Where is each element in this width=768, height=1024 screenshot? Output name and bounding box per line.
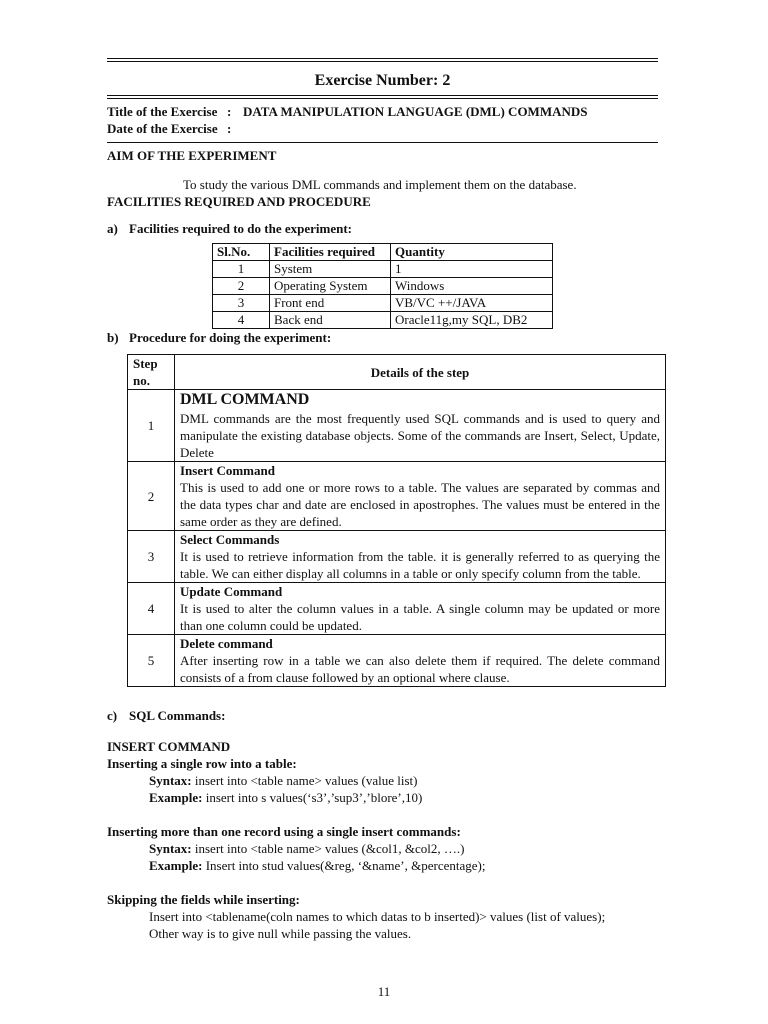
insert-section xyxy=(107,738,658,942)
cell-no: 3 xyxy=(213,295,270,312)
facilities-sub-text: Facilities required to do the experiment: xyxy=(129,221,353,236)
col-slno: Sl.No. xyxy=(213,244,270,261)
page-number: 11 xyxy=(377,984,391,999)
exercise-date-row xyxy=(107,120,658,137)
step-number: 5 xyxy=(128,635,175,687)
multi-syntax: insert into <table name> values (&col1, &col2, ….) xyxy=(191,841,465,856)
col-quantity: Quantity xyxy=(391,244,553,261)
step-text: This is used to add one or more rows to a table. The values are separated by commas and the data types char and date are enclosed in apostrophes. The values must be entered in the same order as they are defined. xyxy=(180,480,660,529)
multi-syntax-line xyxy=(149,840,658,857)
step-number: 4 xyxy=(128,583,175,635)
table-row xyxy=(213,261,553,278)
cell-facility: Back end xyxy=(270,312,391,329)
title-value: DATA MANIPULATION LANGUAGE (DML) COMMANDS xyxy=(243,104,588,119)
title-colon: : xyxy=(227,104,232,119)
header-double-rule xyxy=(107,95,658,99)
step-title: Select Commands xyxy=(180,532,280,547)
procedure-header-row xyxy=(128,355,666,390)
table-row xyxy=(213,295,553,312)
step-details xyxy=(175,462,666,531)
skip-line-2: Other way is to give null while passing the values. xyxy=(149,926,412,941)
procedure-subheading xyxy=(107,329,658,346)
sql-sub-letter: c) xyxy=(107,708,118,723)
procedure-sub-text: Procedure for doing the experiment: xyxy=(129,330,332,345)
cell-facility: Front end xyxy=(270,295,391,312)
cell-no: 4 xyxy=(213,312,270,329)
insert-command-heading: INSERT COMMAND xyxy=(107,739,231,754)
procedure-table xyxy=(127,354,666,687)
procedure-sub-letter: b) xyxy=(107,330,119,345)
step-details xyxy=(175,635,666,687)
exercise-title-row xyxy=(107,103,658,120)
cell-no: 2 xyxy=(213,278,270,295)
step-number: 3 xyxy=(128,531,175,583)
cell-quantity: VB/VC ++/JAVA xyxy=(391,295,553,312)
header-rule xyxy=(107,142,658,143)
exercise-number-heading: Exercise Number: 2 xyxy=(314,72,451,89)
table-row xyxy=(128,635,666,687)
spacer xyxy=(107,806,658,823)
table-row xyxy=(128,462,666,531)
step-title: Update Command xyxy=(180,584,283,599)
date-label: Date of the Exercise xyxy=(107,121,218,136)
col-details: Details of the step xyxy=(175,355,666,390)
col-step-line1: Step xyxy=(133,356,158,371)
aim-heading: AIM OF THE EXPERIMENT xyxy=(107,148,277,163)
multi-example-line xyxy=(149,857,658,874)
single-row-heading: Inserting a single row into a table: xyxy=(107,756,297,771)
spacer xyxy=(107,874,658,891)
skip-line-1: Insert into <tablename(coln names to which datas to b inserted)> values (list of values); xyxy=(149,909,606,924)
step-number: 1 xyxy=(128,390,175,462)
facilities-table xyxy=(212,243,553,329)
cell-quantity: Windows xyxy=(391,278,553,295)
step-title: Delete command xyxy=(180,636,273,651)
sql-sub-text: SQL Commands: xyxy=(129,708,226,723)
exercise-info xyxy=(107,103,658,137)
title-label: Title of the Exercise xyxy=(107,104,218,119)
col-step-no xyxy=(128,355,175,390)
cell-quantity: Oracle11g,my SQL, DB2 xyxy=(391,312,553,329)
step-text: After inserting row in a table we can also delete them if required. The delete command consists of a from clause followed by an optional where clause. xyxy=(180,653,660,685)
table-row xyxy=(128,390,666,462)
cell-quantity: 1 xyxy=(391,261,553,278)
step-details xyxy=(175,531,666,583)
facilities-heading: FACILITIES REQUIRED AND PROCEDURE xyxy=(107,194,371,209)
top-double-rule xyxy=(107,58,658,62)
col-step-line2: no. xyxy=(133,373,150,388)
multi-record-heading: Inserting more than one record using a single insert commands: xyxy=(107,824,461,839)
single-syntax-line xyxy=(149,772,658,789)
syntax-label: Syntax: xyxy=(149,773,192,788)
date-colon: : xyxy=(227,121,232,136)
facilities-header-row xyxy=(213,244,553,261)
facilities-subheading xyxy=(107,220,658,237)
step-title: Insert Command xyxy=(180,463,275,478)
table-row xyxy=(128,583,666,635)
aim-text: To study the various DML commands and implement them on the database. xyxy=(183,177,577,192)
single-syntax: insert into <table name> values (value list) xyxy=(191,773,418,788)
cell-facility: System xyxy=(270,261,391,278)
step-number: 2 xyxy=(128,462,175,531)
table-row xyxy=(213,278,553,295)
step-title: DML COMMAND xyxy=(180,391,310,408)
table-row xyxy=(213,312,553,329)
skip-fields-heading: Skipping the fields while inserting: xyxy=(107,892,300,907)
example-label: Example: xyxy=(149,858,203,873)
step-details xyxy=(175,583,666,635)
example-label: Example: xyxy=(149,790,203,805)
multi-example: Insert into stud values(&reg, ‘&name’, &percentage); xyxy=(202,858,486,873)
cell-facility: Operating System xyxy=(270,278,391,295)
document-page xyxy=(107,58,658,942)
step-text: It is used to retrieve information from the table. it is generally referred to as querying the table. We can either display all columns in a table or only specify column from the table. xyxy=(180,549,660,581)
step-details xyxy=(175,390,666,462)
facilities-sub-letter: a) xyxy=(107,221,118,236)
sql-subheading xyxy=(107,707,658,724)
step-text: It is used to alter the column values in a table. A single column may be updated or more than one column could be updated. xyxy=(180,601,660,633)
col-facilities: Facilities required xyxy=(270,244,391,261)
syntax-label: Syntax: xyxy=(149,841,192,856)
single-example: insert into s values(‘s3’,’sup3’,’blore’,10) xyxy=(202,790,423,805)
table-row xyxy=(128,531,666,583)
single-example-line xyxy=(149,789,658,806)
step-text: DML commands are the most frequently used SQL commands and is used to query and manipulate the existing database objects. Some of the commands are Insert, Select, Update, Delete xyxy=(180,411,660,460)
cell-no: 1 xyxy=(213,261,270,278)
